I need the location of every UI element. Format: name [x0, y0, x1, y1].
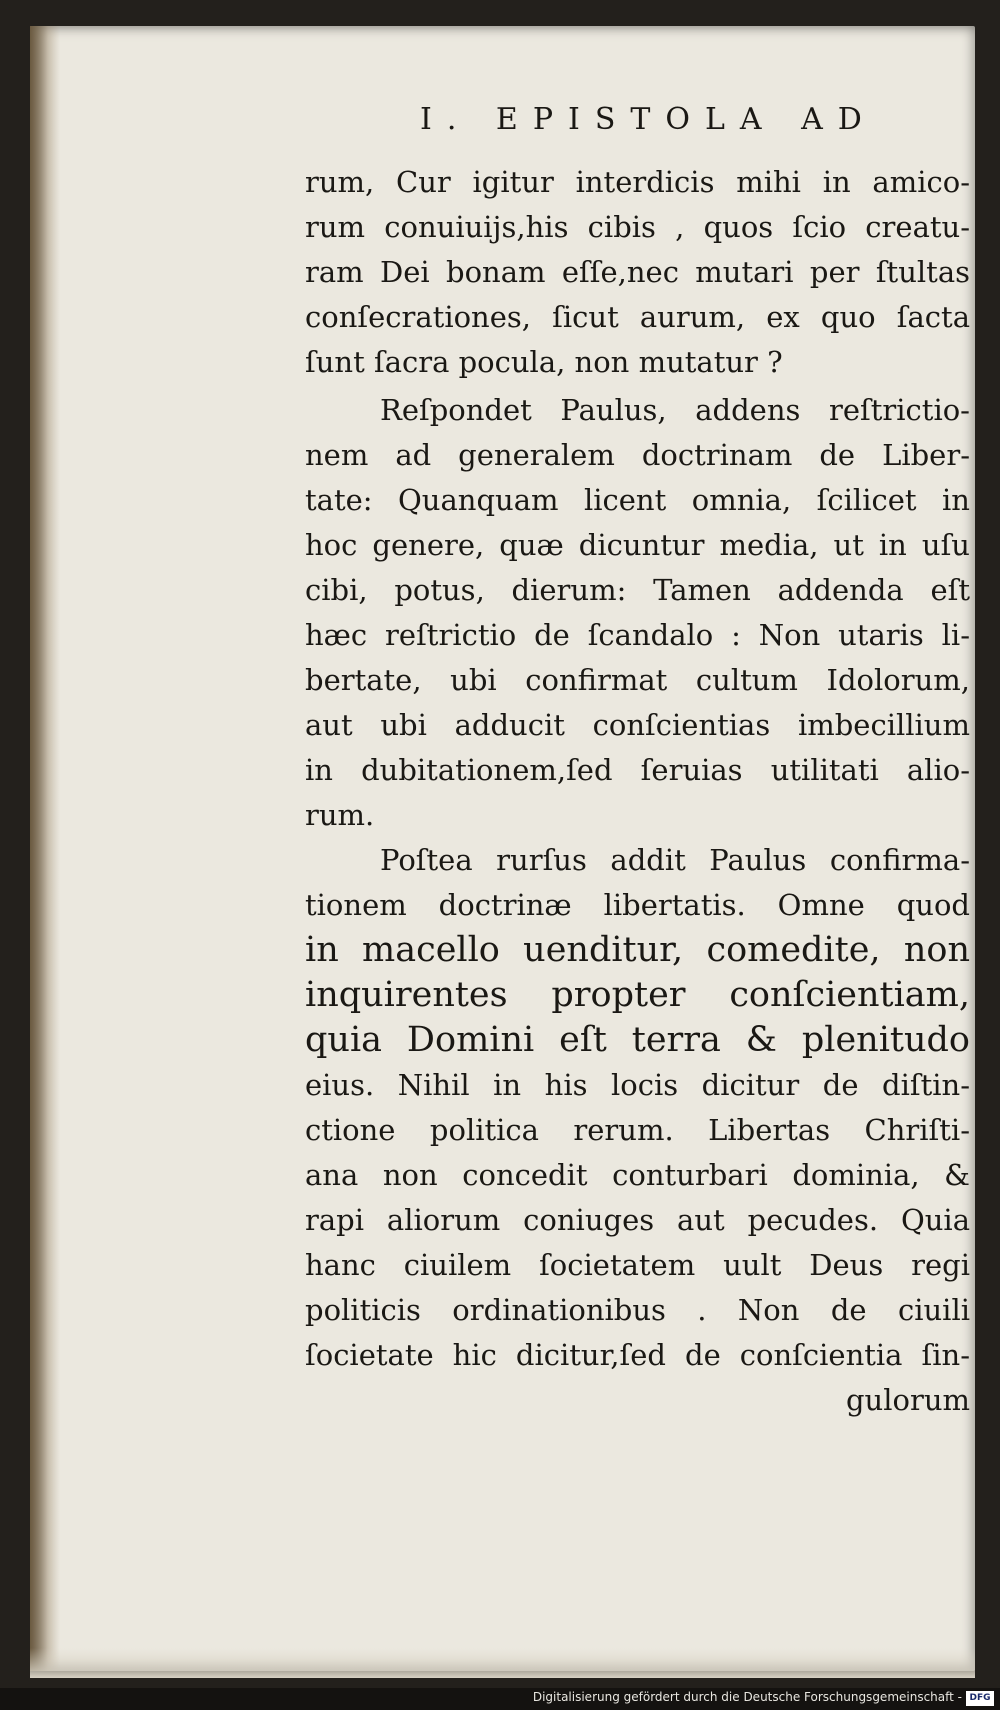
text-line: cibi, potus, dierum: Tamen addenda eſt — [305, 573, 970, 607]
text-line: rum. — [305, 798, 375, 832]
text-line: ſocietate hic dicitur,ſed de conſcientia ſin- — [305, 1338, 970, 1372]
text-line: rum, Cur igitur interdicis mihi in amico- — [305, 165, 970, 199]
text-line: tate: Quanquam licent omnia, ſcilicet in — [305, 483, 970, 517]
text-line: eius. Nihil in his locis dicitur de diſtin- — [305, 1068, 970, 1102]
digitization-footer — [0, 1688, 1000, 1710]
text-line: conſecrationes, ſicut aurum, ex quo ſacta — [305, 300, 970, 334]
text-line: ana non concedit conturbari dominia, & — [305, 1158, 970, 1192]
text-line: hæc reſtrictio de ſcandalo : Non utaris li- — [305, 618, 970, 652]
text-line: ſunt ſacra pocula, non mutatur ? — [305, 345, 783, 379]
catchword: gulorum — [845, 1383, 970, 1417]
text-line: in dubitationem,ſed ſeruias utilitati alio- — [305, 753, 970, 787]
text-line: hanc ciuilem ſocietatem uult Deus regi — [305, 1248, 970, 1282]
text-line-emphasis: in macello uenditur, comedite, non — [305, 930, 970, 970]
text-line: aut ubi adducit conſcientias imbecillium — [305, 708, 970, 742]
text-line: Poſtea rurſus addit Paulus confirma- — [380, 843, 970, 877]
text-line: rapi aliorum coniuges aut pecudes. Quia — [305, 1203, 970, 1237]
text-line: ctione politica rerum. Libertas Chriſti- — [305, 1113, 970, 1147]
dfg-logo-icon: DFG — [966, 1691, 994, 1706]
text-line: hoc genere, quæ dicuntur media, ut in uſu — [305, 528, 970, 562]
text-line: rum conuiuijs,his cibis , quos ſcio creatu- — [305, 210, 970, 244]
page-text-block — [305, 100, 970, 1423]
text-line-emphasis: inquirentes propter conſcientiam, — [305, 975, 970, 1015]
text-line: tionem doctrinæ libertatis. Omne quod — [305, 888, 970, 922]
page-bottom-edge — [30, 1648, 975, 1678]
text-line: politicis ordinationibus . Non de ciuili — [305, 1293, 970, 1327]
running-header: I. EPISTOLA AD — [420, 102, 877, 137]
text-line: ram Dei bonam eſſe,nec mutari per ſtultas — [305, 255, 970, 289]
page-gutter-shadow — [30, 26, 60, 1671]
text-line: Reſpondet Paulus, addens reſtrictio- — [380, 393, 970, 427]
text-line: bertate, ubi confirmat cultum Idolorum, — [305, 663, 970, 697]
footer-credit: Digitalisierung gefördert durch die Deutsche Forschungsgemeinschaft - — [532, 1690, 962, 1704]
text-line-emphasis: quia Domini eſt terra & plenitudo — [305, 1020, 970, 1060]
text-line: nem ad generalem doctrinam de Liber- — [305, 438, 970, 472]
